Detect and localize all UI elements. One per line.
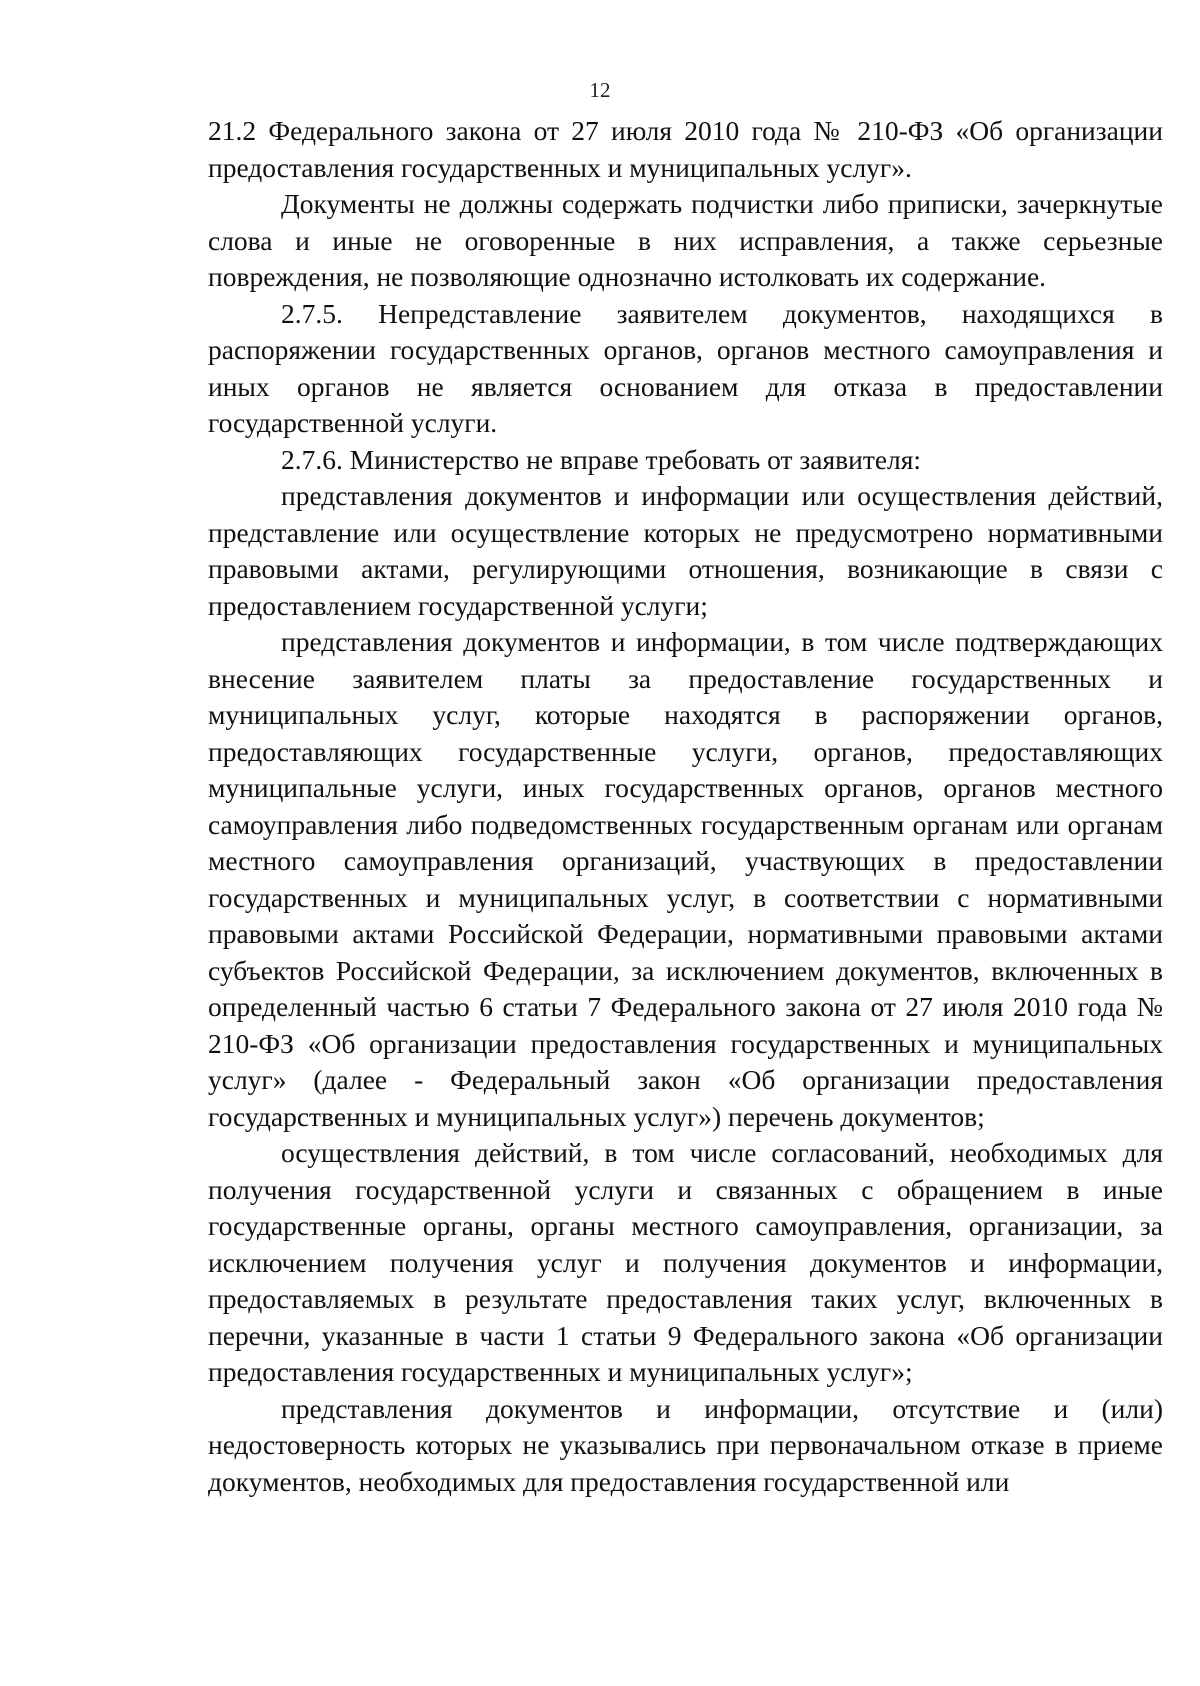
- paragraph-document-requirements: Документы не должны содержать подчистки либо приписки, зачеркнутые слова и иные не оговоренные в них исправления, а также серьезные повреждения, не позволяющие однозначно истолковать их содержание.: [208, 188, 1163, 292]
- paragraph-list-item-3: осуществления действий, в том числе согласований, необходимых для получения государственной услуги и связанных с обращением в иные государственные органы, органы местного самоуправления, организации, за исключением получения услуг и получения документов и информации, предоставляемых в результате предоставления таких услуг, включенных в перечни, указанные в части 1 статьи 9 Федерального закона «Об организации предоставления государственных и муниципальных услуг»;: [208, 1137, 1163, 1387]
- paragraph-2-7-5: 2.7.5. Непредставление заявителем документов, находящихся в распоряжении государственных органов, органов местного самоуправления и иных органов не является основанием для отказа в предоставлении государственной услуги.: [208, 297, 1163, 438]
- paragraph-continuation: 21.2 Федерального закона от 27 июля 2010 года № 210-ФЗ «Об организации предоставления государственных и муниципальных услуг».: [208, 115, 1163, 183]
- page-number: 12: [589, 78, 611, 102]
- paragraph-list-item-2: представления документов и информации, в том числе подтверждающих внесение заявителем платы за предоставление государственных и муниципальных услуг, которые находятся в распоряжении органов, предоставляющих государственные услуги, органов, предоставляющих муниципальные услуги, иных государственных органов, органов местного самоуправления либо подведомственных государственным органам или органам местного самоуправления организаций, участвующих в предоставлении государственных и муниципальных услуг, в соответствии с нормативными правовыми актами Российской Федерации, нормативными правовыми актами субъектов Российской Федерации, за исключением документов, включенных в определенный частью 6 статьи 7 Федерального закона от 27 июля 2010 года № 210-ФЗ «Об организации предоставления государственных и муниципальных услуг» (далее - Федеральный закон «Об организации предоставления государственных и муниципальных услуг») перечень документов;: [208, 626, 1163, 1132]
- paragraph-2-7-6: 2.7.6. Министерство не вправе требовать от заявителя:: [281, 443, 922, 475]
- paragraph-list-item-4: представления документов и информации, отсутствие и (или) недостоверность которых не указывались при первоначальном отказе в приеме документов, необходимых для предоставления государственной или: [208, 1392, 1163, 1497]
- document-body: [208, 113, 1163, 1500]
- paragraph-list-item-1: представления документов и информации или осуществления действий, представление или осуществление которых не предусмотрено нормативными правовыми актами, регулирующими отношения, возникающие в связи с предоставлением государственной услуги;: [208, 480, 1163, 621]
